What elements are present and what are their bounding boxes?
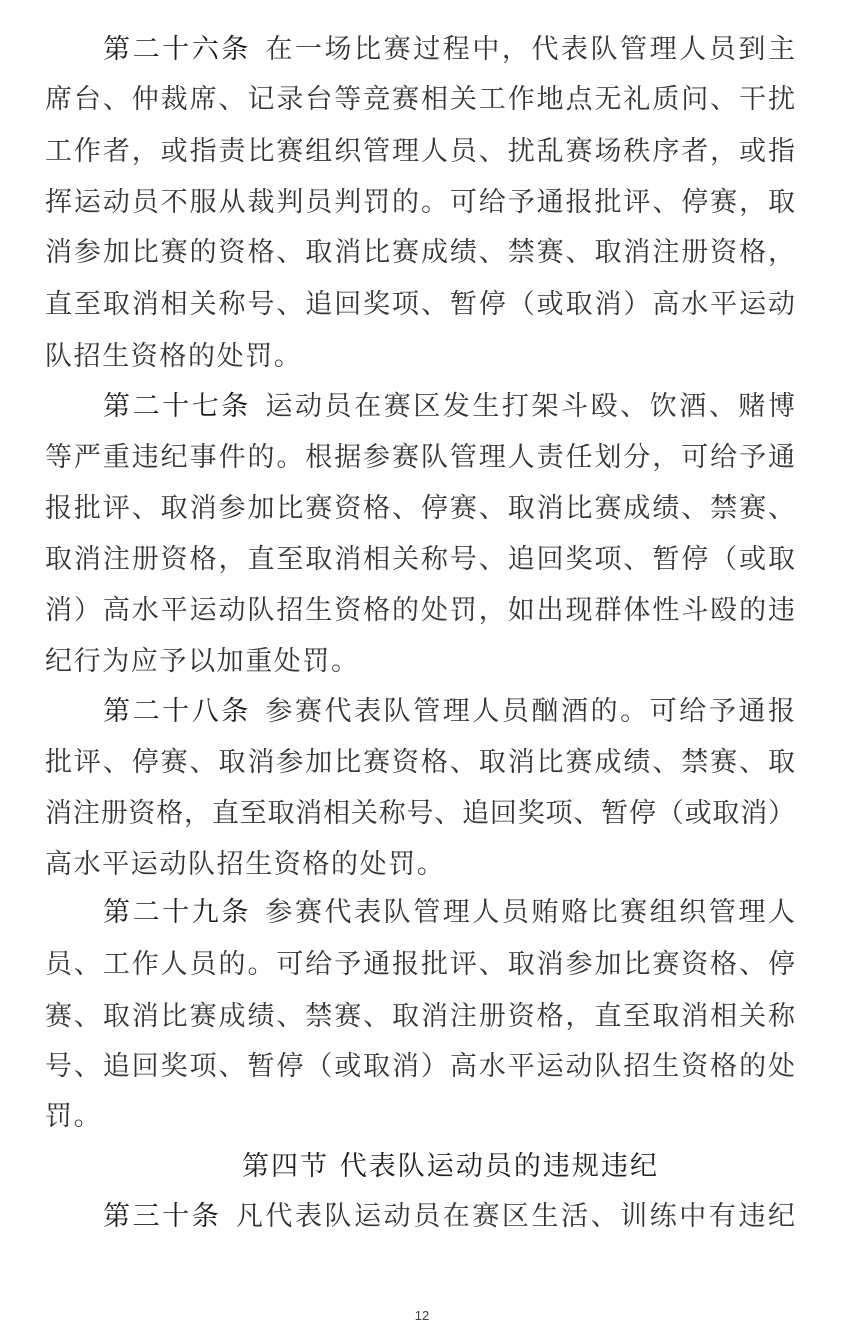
article-27-line-1	[103, 390, 795, 424]
article-26-line-3: 工作者，或指责比赛组织管理人员、扰乱赛场秩序者，或指	[45, 136, 795, 167]
article-29-line-1	[103, 896, 795, 930]
article-28-line-2: 批评、停赛、取消参加比赛资格、取消比赛成绩、禁赛、取	[45, 747, 795, 778]
section-heading: 第四节 代表队运动员的违规违纪	[242, 1151, 657, 1182]
article-28-line-3: 消注册资格，直至取消相关称号、追回奖项、暂停（或取消）	[45, 798, 795, 829]
article-29-line-2: 员、工作人员的。可给予通报批评、取消参加比赛资格、停	[45, 949, 795, 980]
article-text: 运动员在赛区发生打架斗殴、饮酒、赌博	[262, 391, 796, 422]
article-26-line-7: 队招生资格的处罚。	[45, 341, 303, 372]
article-26-line-2: 席台、仲裁席、记录台等竞赛相关工作地点无礼质问、干扰	[45, 84, 795, 115]
article-27-line-5: 消）高水平运动队招生资格的处罚，如出现群体性斗殴的违	[45, 595, 795, 626]
article-text: 参赛代表队管理人员酗酒的。可给予通报	[262, 696, 796, 727]
article-30-line-1	[103, 1200, 795, 1234]
article-27-line-2: 等严重违纪事件的。根据参赛队管理人责任划分，可给予通	[45, 442, 795, 473]
article-26-line-5: 消参加比赛的资格、取消比赛成绩、禁赛、取消注册资格，	[45, 237, 795, 268]
article-number: 第二十七条	[103, 391, 251, 422]
article-26-line-1	[103, 33, 795, 67]
article-27-line-3: 报批评、取消参加比赛资格、停赛、取消比赛成绩、禁赛、	[45, 493, 795, 524]
article-text: 在一场比赛过程中，代表队管理人员到主	[262, 34, 796, 65]
article-number: 第二十六条	[103, 34, 251, 65]
article-text: 参赛代表队管理人员贿赂比赛组织管理人	[262, 897, 796, 928]
article-text: 凡代表队运动员在赛区生活、训练中有违纪	[233, 1201, 796, 1232]
article-number: 第二十九条	[103, 897, 251, 928]
article-29-line-5: 罚。	[45, 1101, 103, 1132]
article-number: 第二十八条	[103, 696, 251, 727]
article-28-line-4: 高水平运动队招生资格的处罚。	[45, 849, 446, 880]
article-28-line-1	[103, 695, 795, 729]
article-27-line-6: 纪行为应予以加重处罚。	[45, 646, 360, 677]
article-27-line-4: 取消注册资格，直至取消相关称号、追回奖项、暂停（或取	[45, 544, 795, 575]
article-26-line-4: 挥运动员不服从裁判员判罚的。可给予通报批评、停赛，取	[45, 187, 795, 218]
article-26-line-6: 直至取消相关称号、追回奖项、暂停（或取消）高水平运动	[45, 289, 795, 320]
article-29-line-3: 赛、取消比赛成绩、禁赛、取消注册资格，直至取消相关称	[45, 1001, 795, 1032]
article-29-line-4: 号、追回奖项、暂停（或取消）高水平运动队招生资格的处	[45, 1051, 795, 1082]
article-number: 第三十条	[103, 1201, 222, 1232]
page-number: 12	[414, 1308, 430, 1323]
